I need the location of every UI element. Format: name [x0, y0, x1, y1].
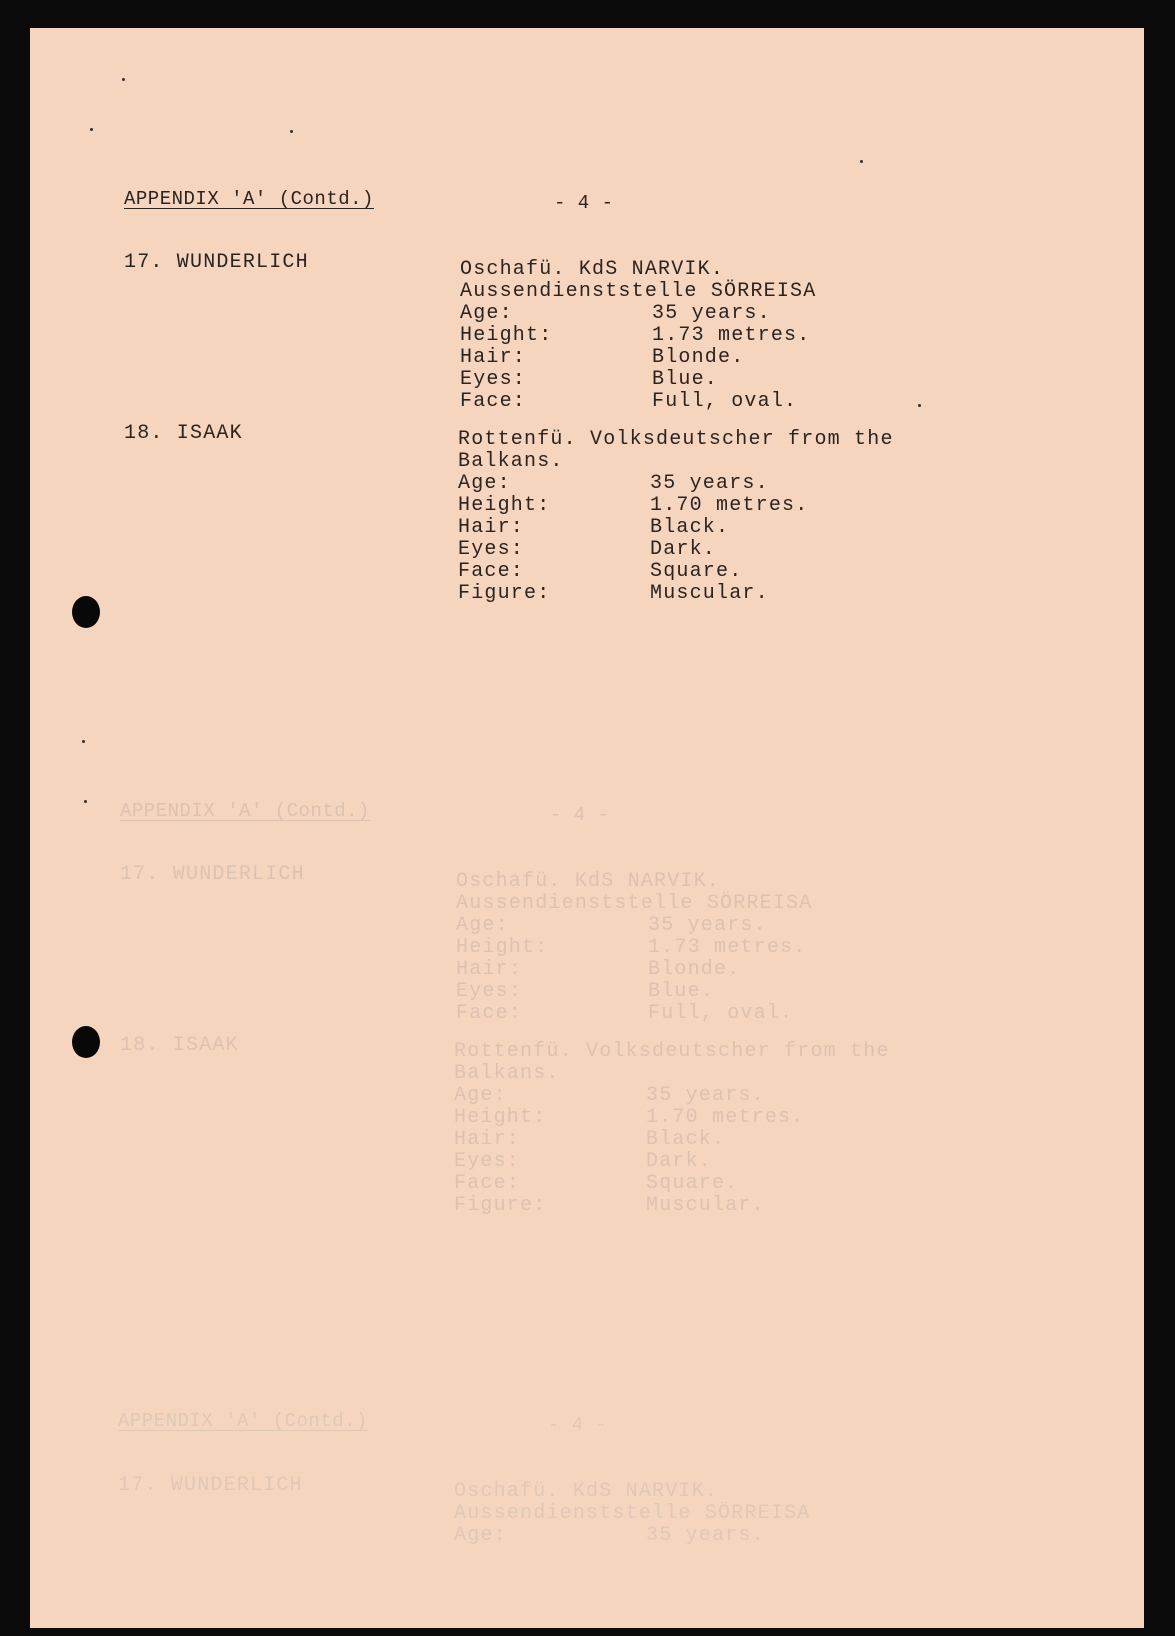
offset1-entry-18-figure-label: Figure:: [454, 1194, 547, 1217]
offset1-entry-17-height-label: Height:: [456, 936, 549, 959]
entry-18-height-label: Height:: [458, 494, 551, 517]
entry-17-hair-label: Hair:: [460, 346, 527, 369]
offset2-entry-17-age-value: 35 years.: [646, 1524, 765, 1547]
binder-hole-top: [72, 596, 100, 628]
offset1-entry-17-unit: Oschafü. KdS NARVIK.: [456, 870, 721, 893]
entry-17-face-value: Full, oval.: [652, 390, 798, 413]
entry-18-figure-label: Figure:: [458, 582, 551, 605]
offset1-entry-17-age-value: 35 years.: [648, 914, 767, 937]
entry-18-face-label: Face:: [458, 560, 525, 583]
entry-18-hair-value: Black.: [650, 516, 730, 539]
offset1-entry-17-age-label: Age:: [456, 914, 509, 937]
entry-18-eyes-value: Dark.: [650, 538, 717, 561]
document-page: [30, 28, 1144, 1628]
entry-18-face-value: Square.: [650, 560, 743, 583]
offset1-appendix-heading: APPENDIX 'A' (Contd.): [120, 800, 370, 822]
paper-speck: [90, 128, 93, 131]
offset2-entry-17-age-label: Age:: [454, 1524, 507, 1547]
offset1-entry-18-age-label: Age:: [454, 1084, 507, 1107]
offset1-entry-18-hair-label: Hair:: [454, 1128, 521, 1151]
paper-speck: [918, 404, 921, 407]
paper-speck: [84, 800, 87, 803]
offset1-entry-17-hair-label: Hair:: [456, 958, 523, 981]
offset1-entry-17-office: Aussendienststelle SÖRREISA: [456, 892, 813, 915]
offset1-entry-18-face-value: Square.: [646, 1172, 739, 1195]
page-number: - 4 -: [554, 192, 614, 214]
offset1-entry-17-eyes-label: Eyes:: [456, 980, 523, 1003]
entry-18-hair-label: Hair:: [458, 516, 525, 539]
entry-17-height-label: Height:: [460, 324, 553, 347]
offset1-entry-17-face-value: Full, oval.: [648, 1002, 794, 1025]
offset2-entry-17-name: 17. WUNDERLICH: [118, 1474, 303, 1497]
binder-hole-bottom: [72, 1026, 100, 1058]
entry-17-unit: Oschafü. KdS NARVIK.: [460, 258, 725, 281]
offset1-entry-17-height-value: 1.73 metres.: [648, 936, 807, 959]
entry-17-eyes-value: Blue.: [652, 368, 719, 391]
offset2-page-number: - 4 -: [548, 1414, 608, 1436]
offset1-entry-18-rank: Rottenfü. Volksdeutscher from the: [454, 1040, 890, 1063]
offset1-entry-17-face-label: Face:: [456, 1002, 523, 1025]
offset1-entry-18-eyes-value: Dark.: [646, 1150, 713, 1173]
entry-17-age-label: Age:: [460, 302, 513, 325]
entry-17-hair-value: Blonde.: [652, 346, 745, 369]
entry-18-name: 18. ISAAK: [124, 422, 243, 445]
entry-18-eyes-label: Eyes:: [458, 538, 525, 561]
entry-17-eyes-label: Eyes:: [460, 368, 527, 391]
offset1-entry-18-eyes-label: Eyes:: [454, 1150, 521, 1173]
paper-speck: [290, 130, 293, 133]
offset2-entry-17-office: Aussendienststelle SÖRREISA: [454, 1502, 811, 1525]
entry-17-name: 17. WUNDERLICH: [124, 251, 309, 274]
appendix-heading: APPENDIX 'A' (Contd.): [124, 188, 374, 210]
entry-17-face-label: Face:: [460, 390, 527, 413]
offset1-entry-18-name: 18. ISAAK: [120, 1034, 239, 1057]
entry-17-height-value: 1.73 metres.: [652, 324, 811, 347]
entry-18-height-value: 1.70 metres.: [650, 494, 809, 517]
entry-17-office: Aussendienststelle SÖRREISA: [460, 280, 817, 303]
entry-18-origin: Balkans.: [458, 450, 564, 473]
offset1-entry-17-hair-value: Blonde.: [648, 958, 741, 981]
offset2-entry-17-unit: Oschafü. KdS NARVIK.: [454, 1480, 719, 1503]
paper-speck: [860, 160, 863, 163]
offset1-entry-18-height-value: 1.70 metres.: [646, 1106, 805, 1129]
offset1-entry-17-name: 17. WUNDERLICH: [120, 863, 305, 886]
offset2-appendix-heading: APPENDIX 'A' (Contd.): [118, 1410, 368, 1432]
offset1-entry-18-face-label: Face:: [454, 1172, 521, 1195]
entry-18-figure-value: Muscular.: [650, 582, 769, 605]
entry-18-rank: Rottenfü. Volksdeutscher from the: [458, 428, 894, 451]
offset1-entry-18-age-value: 35 years.: [646, 1084, 765, 1107]
entry-17-age-value: 35 years.: [652, 302, 771, 325]
offset1-entry-18-height-label: Height:: [454, 1106, 547, 1129]
offset1-entry-18-figure-value: Muscular.: [646, 1194, 765, 1217]
offset1-entry-18-hair-value: Black.: [646, 1128, 726, 1151]
paper-speck: [122, 78, 125, 81]
paper-speck: [82, 740, 85, 743]
offset1-entry-18-origin: Balkans.: [454, 1062, 560, 1085]
offset1-page-number: - 4 -: [550, 804, 610, 826]
offset1-entry-17-eyes-value: Blue.: [648, 980, 715, 1003]
entry-18-age-value: 35 years.: [650, 472, 769, 495]
entry-18-age-label: Age:: [458, 472, 511, 495]
